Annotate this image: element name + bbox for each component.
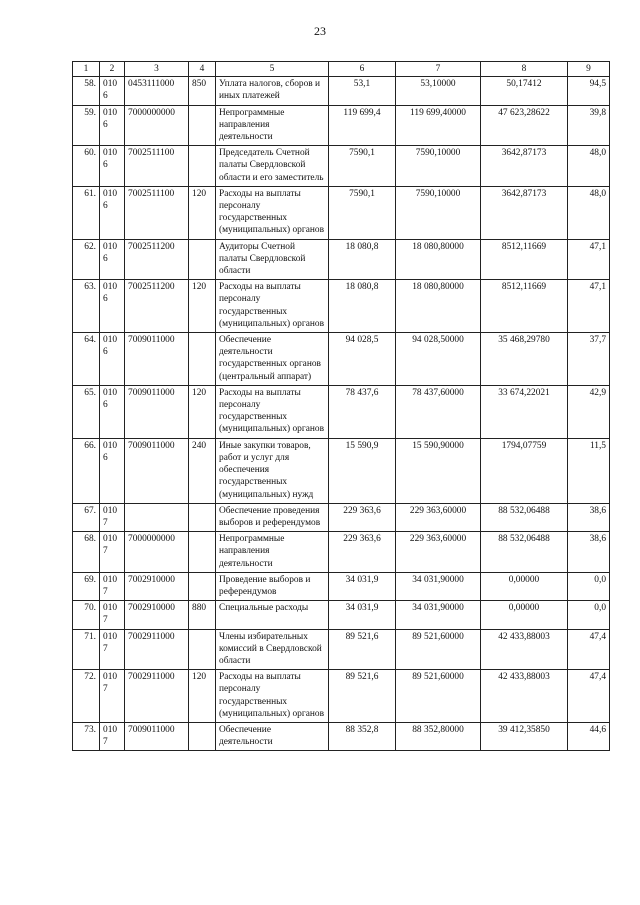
plan-amount-cell: 94 028,5 bbox=[329, 333, 396, 386]
percent-cell: 47,4 bbox=[568, 629, 610, 670]
table-row bbox=[73, 670, 610, 723]
expense-kind-cell bbox=[189, 572, 216, 600]
section-code-cell: 0106 bbox=[100, 438, 125, 503]
table-row bbox=[73, 239, 610, 280]
executed-amount-cell: 8512,11669 bbox=[481, 239, 568, 280]
row-number-cell: 59. bbox=[73, 105, 100, 146]
row-number-cell: 66. bbox=[73, 438, 100, 503]
table-row bbox=[73, 105, 610, 146]
row-number-cell: 70. bbox=[73, 601, 100, 629]
percent-cell: 47,4 bbox=[568, 670, 610, 723]
executed-amount-cell: 8512,11669 bbox=[481, 280, 568, 333]
percent-cell: 39,8 bbox=[568, 105, 610, 146]
expense-kind-cell bbox=[189, 105, 216, 146]
refined-amount-cell: 89 521,60000 bbox=[396, 629, 481, 670]
table-row bbox=[73, 503, 610, 531]
expense-kind-cell: 850 bbox=[189, 77, 216, 105]
table-row bbox=[73, 629, 610, 670]
refined-amount-cell: 34 031,90000 bbox=[396, 601, 481, 629]
row-number-cell: 65. bbox=[73, 385, 100, 438]
target-code-cell: 7000000000 bbox=[125, 105, 189, 146]
item-name-cell: Непрограммные направления деятельности bbox=[216, 105, 329, 146]
item-name-cell: Обеспечение проведения выборов и референдумов bbox=[216, 503, 329, 531]
percent-cell: 44,6 bbox=[568, 722, 610, 750]
row-number-cell: 71. bbox=[73, 629, 100, 670]
header-cell: 9 bbox=[568, 62, 610, 77]
expense-kind-cell bbox=[189, 333, 216, 386]
section-code-cell: 0107 bbox=[100, 670, 125, 723]
item-name-cell: Аудиторы Счетной палаты Свердловской области bbox=[216, 239, 329, 280]
target-code-cell: 7002511100 bbox=[125, 186, 189, 239]
header-cell: 7 bbox=[396, 62, 481, 77]
table-row bbox=[73, 146, 610, 187]
item-name-cell: Проведение выборов и референдумов bbox=[216, 572, 329, 600]
plan-amount-cell: 119 699,4 bbox=[329, 105, 396, 146]
row-number-cell: 73. bbox=[73, 722, 100, 750]
percent-cell: 42,9 bbox=[568, 385, 610, 438]
expense-kind-cell bbox=[189, 532, 216, 573]
item-name-cell: Иные закупки товаров, работ и услуг для обеспечения государственных (муниципальных) нужд bbox=[216, 438, 329, 503]
plan-amount-cell: 53,1 bbox=[329, 77, 396, 105]
target-code-cell: 7002910000 bbox=[125, 572, 189, 600]
refined-amount-cell: 15 590,90000 bbox=[396, 438, 481, 503]
item-name-cell: Расходы на выплаты персоналу государственных (муниципальных) органов bbox=[216, 280, 329, 333]
section-code-cell: 0107 bbox=[100, 722, 125, 750]
section-code-cell: 0106 bbox=[100, 239, 125, 280]
plan-amount-cell: 88 352,8 bbox=[329, 722, 396, 750]
plan-amount-cell: 18 080,8 bbox=[329, 280, 396, 333]
plan-amount-cell: 89 521,6 bbox=[329, 629, 396, 670]
section-code-cell: 0107 bbox=[100, 629, 125, 670]
item-name-cell: Члены избирательных комиссий в Свердловской области bbox=[216, 629, 329, 670]
header-cell: 8 bbox=[481, 62, 568, 77]
header-cell: 5 bbox=[216, 62, 329, 77]
refined-amount-cell: 34 031,90000 bbox=[396, 572, 481, 600]
refined-amount-cell: 229 363,60000 bbox=[396, 532, 481, 573]
percent-cell: 37,7 bbox=[568, 333, 610, 386]
table-row bbox=[73, 77, 610, 105]
row-number-cell: 63. bbox=[73, 280, 100, 333]
executed-amount-cell: 39 412,35850 bbox=[481, 722, 568, 750]
percent-cell: 38,6 bbox=[568, 503, 610, 531]
expense-kind-cell bbox=[189, 503, 216, 531]
item-name-cell: Непрограммные направления деятельности bbox=[216, 532, 329, 573]
target-code-cell: 7002910000 bbox=[125, 601, 189, 629]
percent-cell: 94,5 bbox=[568, 77, 610, 105]
plan-amount-cell: 78 437,6 bbox=[329, 385, 396, 438]
refined-amount-cell: 89 521,60000 bbox=[396, 670, 481, 723]
section-code-cell: 0107 bbox=[100, 572, 125, 600]
refined-amount-cell: 119 699,40000 bbox=[396, 105, 481, 146]
row-number-cell: 69. bbox=[73, 572, 100, 600]
percent-cell: 48,0 bbox=[568, 146, 610, 187]
plan-amount-cell: 229 363,6 bbox=[329, 503, 396, 531]
refined-amount-cell: 18 080,80000 bbox=[396, 239, 481, 280]
target-code-cell: 7009011000 bbox=[125, 722, 189, 750]
section-code-cell: 0106 bbox=[100, 146, 125, 187]
percent-cell: 0,0 bbox=[568, 572, 610, 600]
section-code-cell: 0106 bbox=[100, 280, 125, 333]
budget-table bbox=[72, 61, 610, 751]
executed-amount-cell: 1794,07759 bbox=[481, 438, 568, 503]
page-number: 23 bbox=[314, 24, 326, 38]
header-cell: 6 bbox=[329, 62, 396, 77]
expense-kind-cell bbox=[189, 146, 216, 187]
table-row bbox=[73, 385, 610, 438]
target-code-cell: 7002911000 bbox=[125, 670, 189, 723]
percent-cell: 47,1 bbox=[568, 280, 610, 333]
percent-cell: 11,5 bbox=[568, 438, 610, 503]
percent-cell: 48,0 bbox=[568, 186, 610, 239]
header-cell: 3 bbox=[125, 62, 189, 77]
row-number-cell: 61. bbox=[73, 186, 100, 239]
target-code-cell: 7002511100 bbox=[125, 146, 189, 187]
executed-amount-cell: 3642,87173 bbox=[481, 186, 568, 239]
section-code-cell: 0107 bbox=[100, 503, 125, 531]
executed-amount-cell: 88 532,06488 bbox=[481, 532, 568, 573]
refined-amount-cell: 88 352,80000 bbox=[396, 722, 481, 750]
refined-amount-cell: 78 437,60000 bbox=[396, 385, 481, 438]
refined-amount-cell: 18 080,80000 bbox=[396, 280, 481, 333]
expense-kind-cell bbox=[189, 239, 216, 280]
row-number-cell: 62. bbox=[73, 239, 100, 280]
target-code-cell: 7009011000 bbox=[125, 385, 189, 438]
percent-cell: 38,6 bbox=[568, 532, 610, 573]
plan-amount-cell: 7590,1 bbox=[329, 186, 396, 239]
executed-amount-cell: 35 468,29780 bbox=[481, 333, 568, 386]
refined-amount-cell: 53,10000 bbox=[396, 77, 481, 105]
refined-amount-cell: 7590,10000 bbox=[396, 186, 481, 239]
executed-amount-cell: 0,00000 bbox=[481, 572, 568, 600]
row-number-cell: 67. bbox=[73, 503, 100, 531]
item-name-cell: Специальные расходы bbox=[216, 601, 329, 629]
table-row bbox=[73, 722, 610, 750]
row-number-cell: 58. bbox=[73, 77, 100, 105]
item-name-cell: Расходы на выплаты персоналу государственных (муниципальных) органов bbox=[216, 186, 329, 239]
section-code-cell: 0106 bbox=[100, 385, 125, 438]
target-code-cell: 7000000000 bbox=[125, 532, 189, 573]
header-cell: 4 bbox=[189, 62, 216, 77]
table-row bbox=[73, 280, 610, 333]
plan-amount-cell: 7590,1 bbox=[329, 146, 396, 187]
target-code-cell: 7009011000 bbox=[125, 333, 189, 386]
section-code-cell: 0106 bbox=[100, 105, 125, 146]
item-name-cell: Расходы на выплаты персоналу государственных (муниципальных) органов bbox=[216, 670, 329, 723]
header-cell: 1 bbox=[73, 62, 100, 77]
executed-amount-cell: 42 433,88003 bbox=[481, 670, 568, 723]
expense-kind-cell: 240 bbox=[189, 438, 216, 503]
section-code-cell: 0106 bbox=[100, 333, 125, 386]
percent-cell: 47,1 bbox=[568, 239, 610, 280]
plan-amount-cell: 15 590,9 bbox=[329, 438, 396, 503]
section-code-cell: 0106 bbox=[100, 77, 125, 105]
target-code-cell: 7002511200 bbox=[125, 239, 189, 280]
target-code-cell: 7009011000 bbox=[125, 438, 189, 503]
target-code-cell: 7002911000 bbox=[125, 629, 189, 670]
plan-amount-cell: 229 363,6 bbox=[329, 532, 396, 573]
table-row bbox=[73, 186, 610, 239]
table-row bbox=[73, 532, 610, 573]
row-number-cell: 60. bbox=[73, 146, 100, 187]
executed-amount-cell: 50,17412 bbox=[481, 77, 568, 105]
table-row bbox=[73, 601, 610, 629]
expense-kind-cell: 120 bbox=[189, 280, 216, 333]
table-row bbox=[73, 572, 610, 600]
expense-kind-cell: 880 bbox=[189, 601, 216, 629]
table-row bbox=[73, 333, 610, 386]
item-name-cell: Обеспечение деятельности bbox=[216, 722, 329, 750]
executed-amount-cell: 33 674,22021 bbox=[481, 385, 568, 438]
item-name-cell: Обеспечение деятельности государственных органов (центральный аппарат) bbox=[216, 333, 329, 386]
item-name-cell: Председатель Счетной палаты Свердловской области и его заместитель bbox=[216, 146, 329, 187]
section-code-cell: 0107 bbox=[100, 532, 125, 573]
section-code-cell: 0107 bbox=[100, 601, 125, 629]
target-code-cell bbox=[125, 503, 189, 531]
expense-kind-cell bbox=[189, 629, 216, 670]
plan-amount-cell: 89 521,6 bbox=[329, 670, 396, 723]
row-number-cell: 64. bbox=[73, 333, 100, 386]
executed-amount-cell: 47 623,28622 bbox=[481, 105, 568, 146]
executed-amount-cell: 3642,87173 bbox=[481, 146, 568, 187]
item-name-cell: Уплата налогов, сборов и иных платежей bbox=[216, 77, 329, 105]
expense-kind-cell: 120 bbox=[189, 670, 216, 723]
executed-amount-cell: 42 433,88003 bbox=[481, 629, 568, 670]
refined-amount-cell: 7590,10000 bbox=[396, 146, 481, 187]
executed-amount-cell: 88 532,06488 bbox=[481, 503, 568, 531]
executed-amount-cell: 0,00000 bbox=[481, 601, 568, 629]
row-number-cell: 68. bbox=[73, 532, 100, 573]
refined-amount-cell: 229 363,60000 bbox=[396, 503, 481, 531]
header-row bbox=[73, 62, 610, 77]
header-cell: 2 bbox=[100, 62, 125, 77]
target-code-cell: 7002511200 bbox=[125, 280, 189, 333]
percent-cell: 0,0 bbox=[568, 601, 610, 629]
table-row bbox=[73, 438, 610, 503]
refined-amount-cell: 94 028,50000 bbox=[396, 333, 481, 386]
expense-kind-cell: 120 bbox=[189, 186, 216, 239]
target-code-cell: 0453111000 bbox=[125, 77, 189, 105]
item-name-cell: Расходы на выплаты персоналу государственных (муниципальных) органов bbox=[216, 385, 329, 438]
section-code-cell: 0106 bbox=[100, 186, 125, 239]
plan-amount-cell: 18 080,8 bbox=[329, 239, 396, 280]
plan-amount-cell: 34 031,9 bbox=[329, 601, 396, 629]
expense-kind-cell: 120 bbox=[189, 385, 216, 438]
plan-amount-cell: 34 031,9 bbox=[329, 572, 396, 600]
expense-kind-cell bbox=[189, 722, 216, 750]
table-body bbox=[73, 62, 610, 751]
row-number-cell: 72. bbox=[73, 670, 100, 723]
